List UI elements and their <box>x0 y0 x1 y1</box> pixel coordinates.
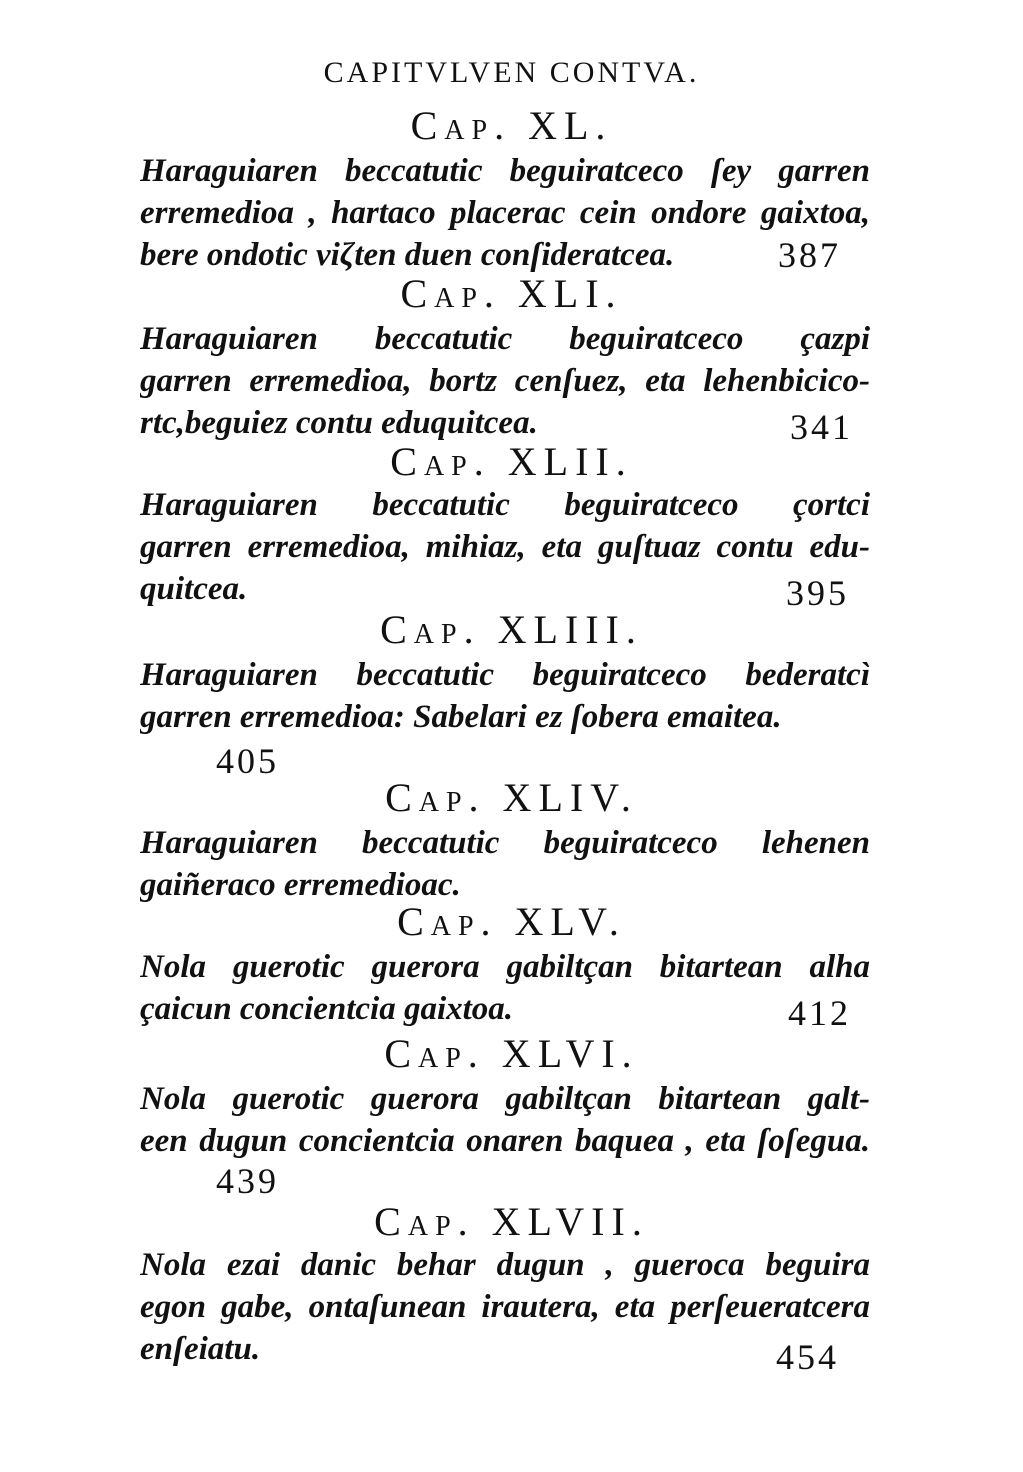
summary-line: Haraguiaren beccatutic beguiratceco lehenen <box>140 825 870 861</box>
chapter-summary <box>140 484 870 610</box>
summary-line: Nola guerotic guerora gabiltçan bitartean galt- <box>140 1081 870 1117</box>
page-reference: 439 <box>216 1161 279 1201</box>
summary-line: garren erremedioa: Sabelari ez ſobera emaitea. <box>140 699 782 735</box>
summary-line: Haraguiaren beccatutic beguiratceco bederatcì <box>140 657 870 693</box>
summary-line: bere ondotic viζten duen conſideratcea. <box>140 237 675 273</box>
chapter-summary <box>140 150 870 276</box>
chapter-summary <box>140 318 870 444</box>
page-reference: 395 <box>786 573 849 613</box>
chapter-heading: Cap. XL. <box>410 103 613 148</box>
chapter-summary <box>140 654 870 738</box>
summary-line: enſeiatu. <box>140 1331 261 1367</box>
page-reference: 454 <box>776 1337 839 1377</box>
page-reference: 387 <box>778 235 841 275</box>
chapter-heading: Cap. XLII. <box>390 439 633 484</box>
summary-line: Nola guerotic guerora gabiltçan bitartean alha <box>140 949 870 985</box>
chapter-heading: Cap. XLV. <box>397 899 626 944</box>
chapter-summary <box>140 946 870 1030</box>
chapter-heading: Cap. XLI. <box>400 271 623 316</box>
chapter-summary <box>140 1244 870 1370</box>
summary-line: Haraguiaren beccatutic beguiratceco ſey garren <box>140 153 870 189</box>
summary-line: egon gabe, ontaſunean irautera, eta perſeueratcera <box>140 1289 870 1325</box>
chapter-summary <box>140 822 870 906</box>
page-reference: 405 <box>216 741 279 781</box>
chapter-heading: Cap. XLIV. <box>385 775 638 820</box>
chapter-summary <box>140 1078 870 1162</box>
summary-line: Nola ezai danic behar dugun , gueroca beguira <box>140 1247 870 1283</box>
summary-line: garren erremedioa, bortz cenſuez, eta lehenbicico- <box>140 363 870 399</box>
summary-line: Haraguiaren beccatutic beguiratceco çazpi <box>140 321 870 357</box>
summary-line: erremedioa , hartaco placerac cein ondore gaixtoa, <box>140 195 870 231</box>
page-reference: 412 <box>788 993 851 1033</box>
summary-line: Haraguiaren beccatutic beguiratceco çortci <box>140 487 870 523</box>
summary-line: çaicun concientcia gaixtoa. <box>140 991 514 1027</box>
summary-line: een dugun concientcia onaren baquea , eta ſoſegua. <box>140 1123 870 1159</box>
summary-line: quitcea. <box>140 571 248 607</box>
chapter-heading: Cap. XLVI. <box>384 1031 639 1076</box>
running-head: CAPITVLVEN CONTVA. <box>323 56 700 89</box>
summary-line: garren erremedioa, mihiaz, eta guſtuaz contu edu- <box>140 529 870 565</box>
page-reference: 341 <box>790 407 853 447</box>
summary-line: rtc,beguiez contu eduquitcea. <box>140 405 538 441</box>
chapter-heading: Cap. XLVII. <box>374 1199 649 1244</box>
chapter-heading: Cap. XLIII. <box>380 607 643 652</box>
summary-line: gaiñeraco erremedioac. <box>140 867 461 903</box>
